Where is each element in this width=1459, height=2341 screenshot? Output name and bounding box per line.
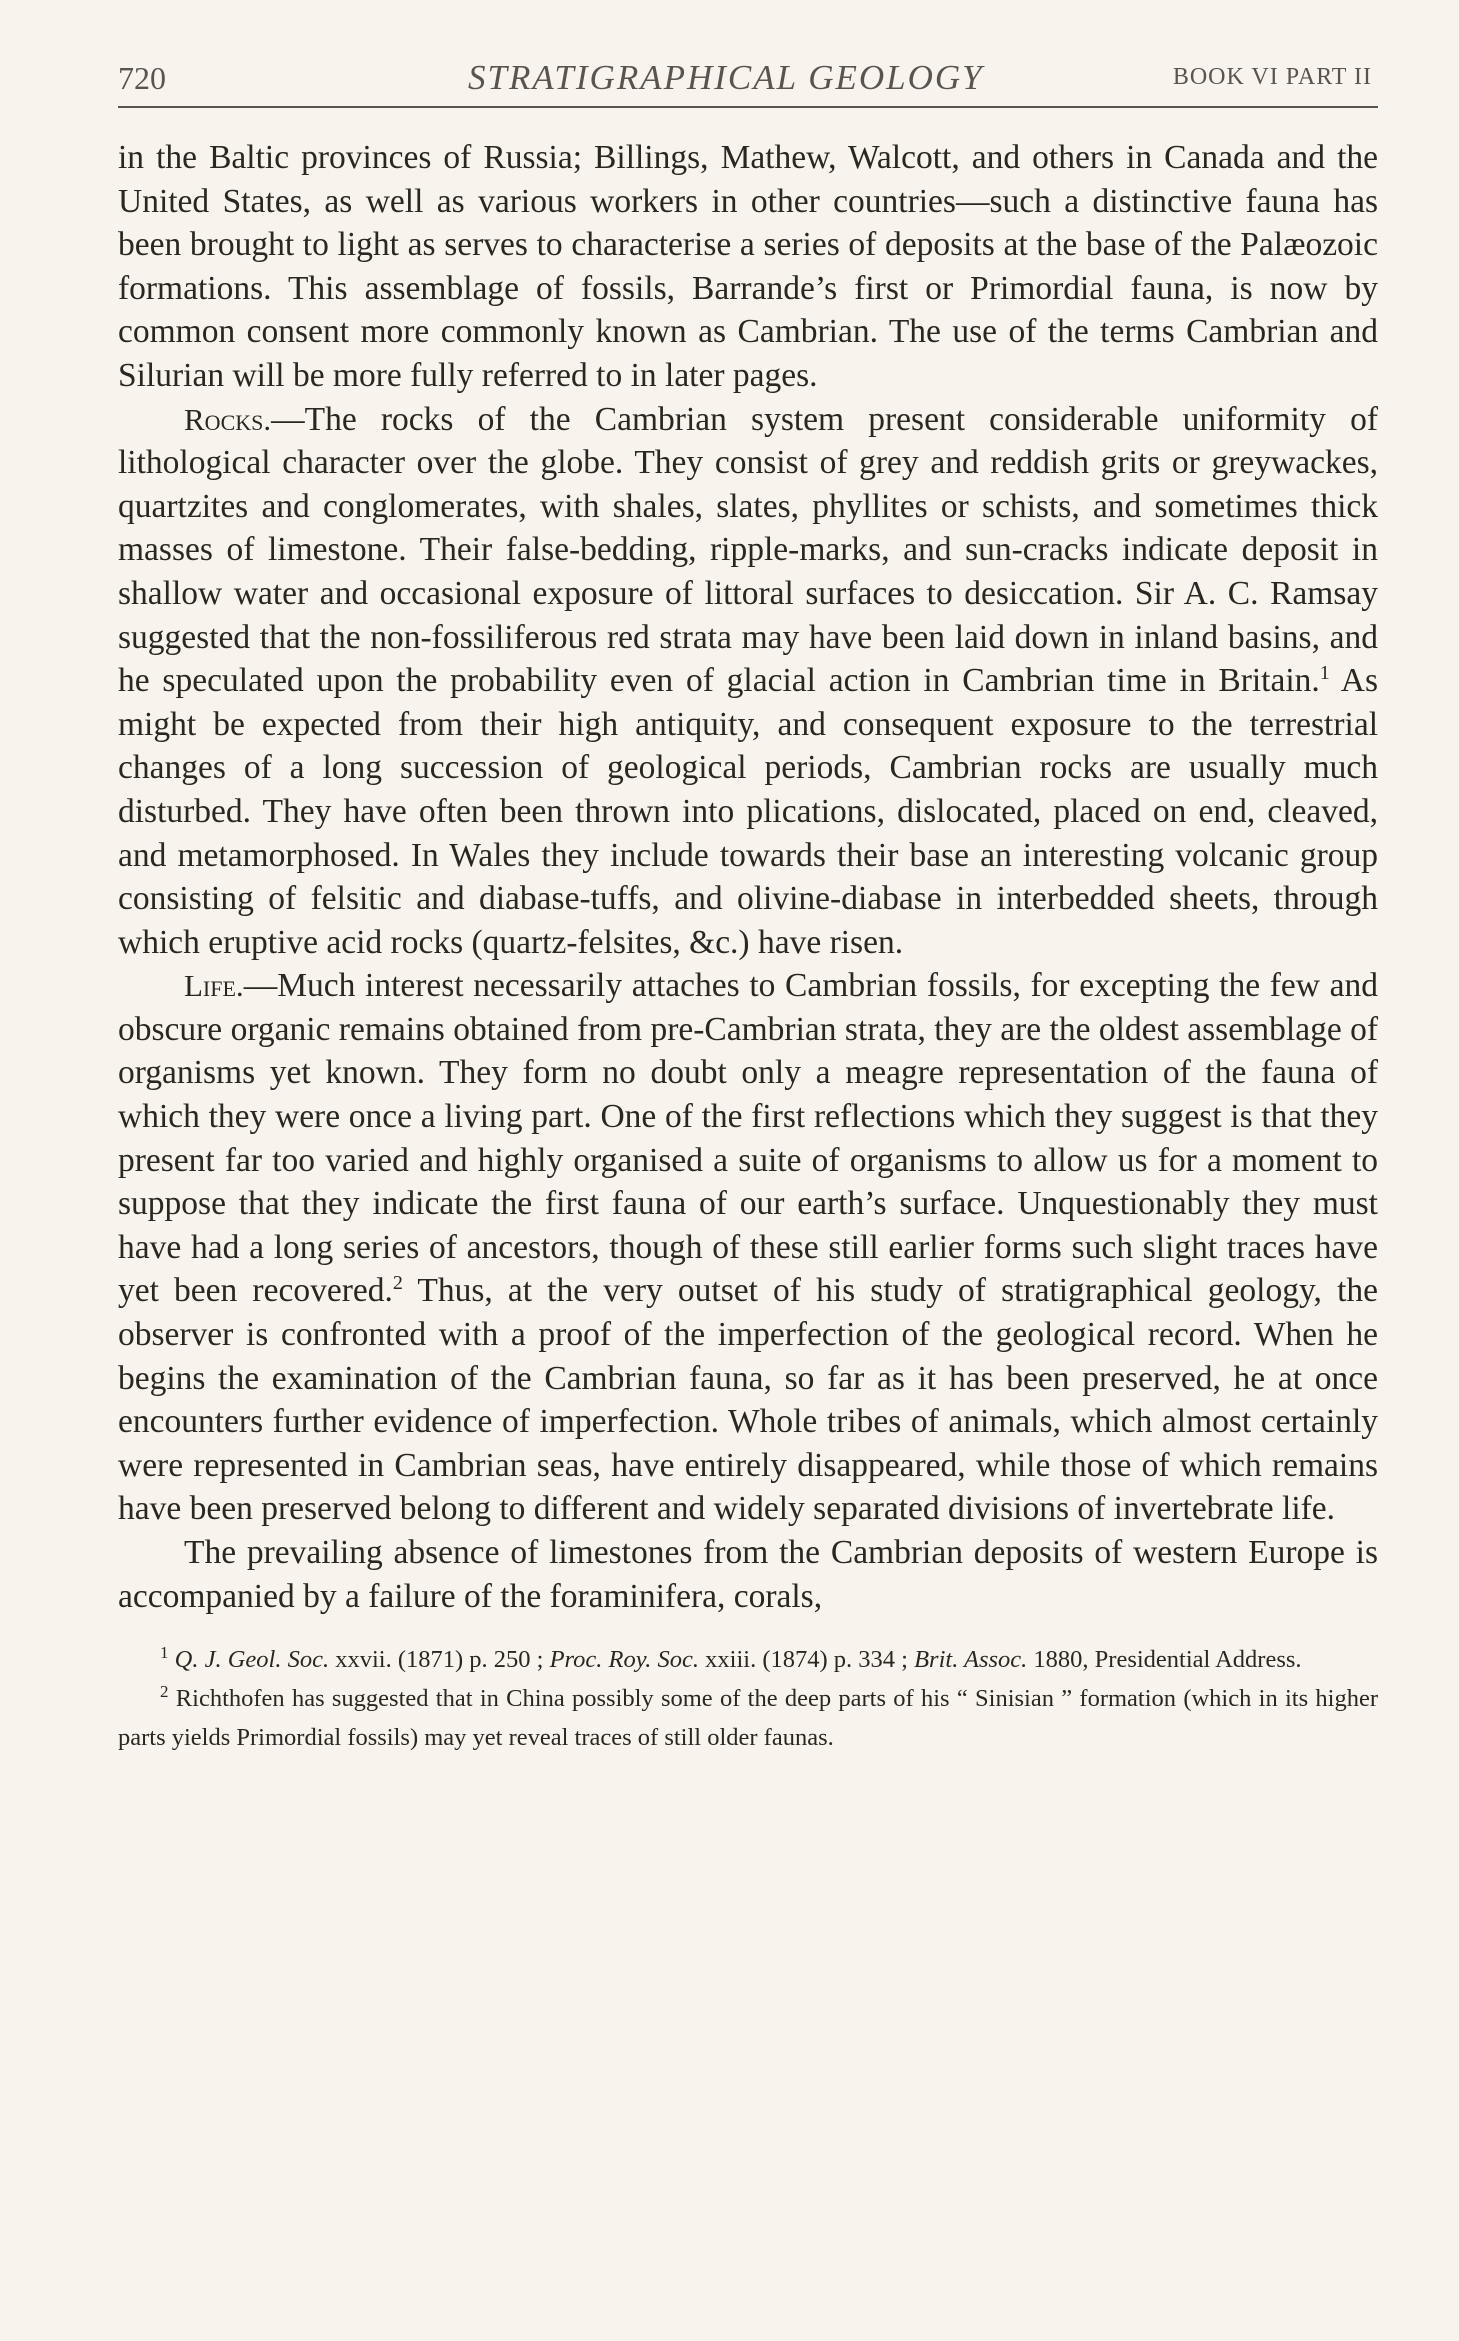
running-head bbox=[118, 48, 1378, 108]
footnote-marker: 1 bbox=[160, 1643, 169, 1663]
paragraph-rocks bbox=[118, 398, 1378, 965]
footnote-2 bbox=[118, 1679, 1378, 1757]
footnote-reference[interactable]: 1 bbox=[1319, 661, 1330, 684]
book-reference: BOOK VI PART II bbox=[1172, 64, 1372, 90]
page-number: 720 bbox=[118, 60, 166, 96]
paragraph-text: in the Baltic provinces of Russia; Billings, Mathew, Walcott, and others in Canada and the United States, as well as various workers in other countries—such a distinctive fauna has been brought to light as serves to characterise a series of deposits at the base of the Palæozoic formations. This assemblage of fossils, Barrande’s first or Primordial fauna, is now by common consent more commonly known as Cambrian. The use of the terms Cambrian and Silurian will be more fully referred to in later pages. bbox=[118, 139, 1378, 394]
footnote-text: Richthofen has suggested that in China possibly some of the deep parts of his “ Sinisian ” formation (which in its higher parts yields Primordial fossils) may yet reveal traces of still older faunas. bbox=[118, 1685, 1379, 1752]
footnotes bbox=[118, 1640, 1378, 1757]
paragraph-text: The prevailing absence of limestones from the Cambrian deposits of western Europe is accompanied by a failure of the foraminifera, corals, bbox=[118, 1534, 1378, 1615]
paragraph-limestones bbox=[118, 1531, 1378, 1618]
paragraph-text: Thus, at the very outset of his study of stratigraphical geology, the observer is confronted with a proof of the imperfection of the geological record. When he begins the examination of the Cambrian fauna, so far as it has been preserved, he at once encounters further evidence of imperfection. Whole tribes of animals, which almost certainly were represented in Cambrian seas, have entirely disappeared, while those of which remains have been preserved belong to different and widely separated divisions of invertebrate life. bbox=[118, 1272, 1378, 1528]
section-label-rocks: Rocks. bbox=[184, 401, 272, 437]
running-title: STRATIGRAPHICAL GEOLOGY bbox=[468, 58, 984, 97]
footnote-text: 1880, Presidential Address. bbox=[1027, 1646, 1302, 1674]
body-text bbox=[118, 136, 1378, 1618]
paragraph-life bbox=[118, 964, 1378, 1531]
journal-citation: Brit. Assoc. bbox=[914, 1646, 1028, 1674]
paragraph-continuation bbox=[118, 136, 1378, 398]
journal-citation: Q. J. Geol. Soc. bbox=[174, 1646, 330, 1674]
footnote-1 bbox=[118, 1640, 1378, 1679]
journal-citation: Proc. Roy. Soc. bbox=[549, 1646, 700, 1674]
book-page bbox=[118, 48, 1378, 1757]
footnote-reference[interactable]: 2 bbox=[392, 1272, 403, 1295]
footnote-text: xxvii. (1871) p. 250 ; bbox=[329, 1646, 550, 1674]
footnote-marker: 2 bbox=[160, 1682, 169, 1702]
footnote-text: xxiii. (1874) p. 334 ; bbox=[699, 1646, 915, 1674]
paragraph-text: —Much interest necessarily attaches to Cambrian fossils, for excepting the few and obscure organic remains obtained from pre-Cambrian strata, they are the oldest assemblage of organisms yet known. They form no doubt only a meagre representation of the fauna of which they were once a living part. One of the first reflections which they suggest is that they present far too varied and highly organised a suite of organisms to allow us for a moment to suppose that they indicate the first fauna of our earth’s surface. Unquestionably they must have had a long series of ancestors, though of these still earlier forms such slight traces have yet been recovered. bbox=[118, 967, 1378, 1310]
paragraph-text: —The rocks of the Cambrian system present considerable uniformity of lithological character over the globe. They consist of grey and reddish grits or greywackes, quartzites and conglomerates, with shales, slates, phyllites or schists, and sometimes thick masses of limestone. Their false-bedding, ripple-marks, and sun-cracks indicate deposit in shallow water and occasional exposure of littoral surfaces to desiccation. Sir A. C. Ramsay suggested that the non-fossiliferous red strata may have been laid down in inland basins, and he speculated upon the probability even of glacial action in Cambrian time in Britain. bbox=[118, 400, 1378, 700]
paragraph-text: As might be expected from their high antiquity, and consequent exposure to the terrestrial changes of a long succession of geological periods, Cambrian rocks are usually much disturbed. They have often been thrown into plications, dislocated, placed on end, cleaved, and metamorphosed. In Wales they include towards their base an interesting volcanic group consisting of felsitic and diabase-tuffs, and olivine-diabase in interbedded sheets, through which eruptive acid rocks (quartz-felsites, &c.) have risen. bbox=[118, 662, 1378, 961]
section-label-life: Life. bbox=[184, 968, 244, 1004]
